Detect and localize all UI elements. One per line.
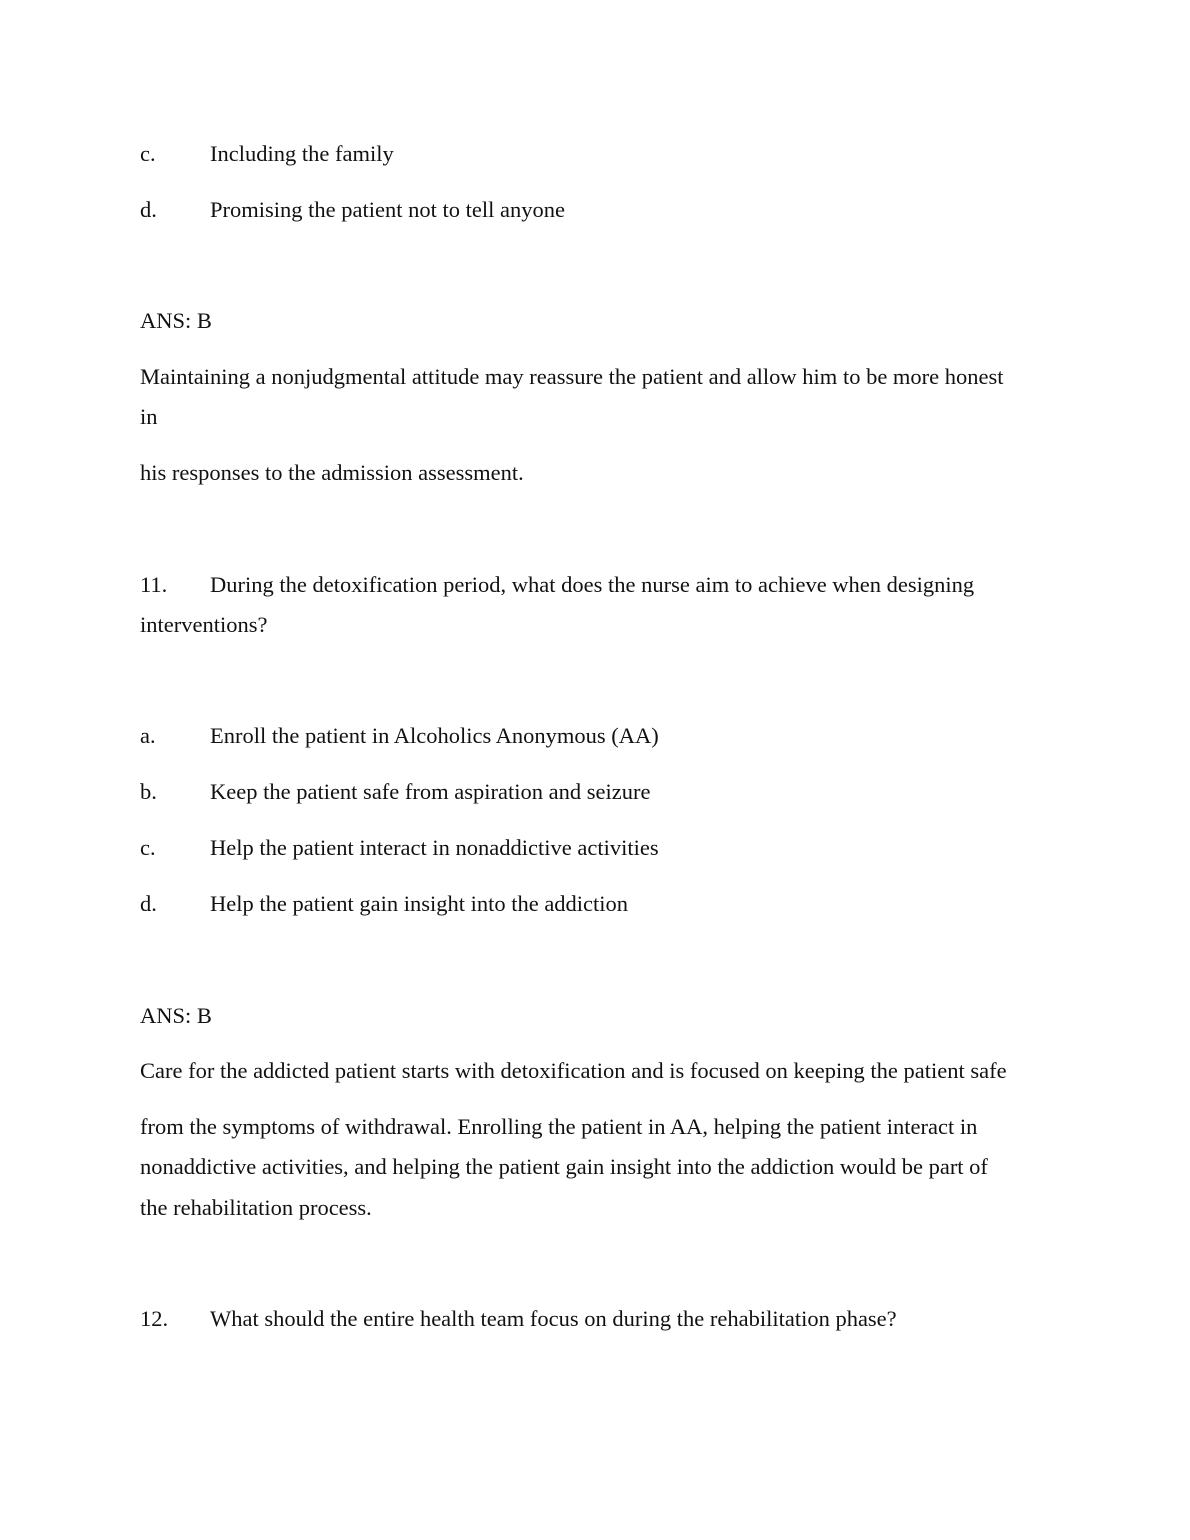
- question-stem-continued: interventions?: [140, 612, 268, 637]
- option-text: Keep the patient safe from aspiration and seizure: [210, 779, 651, 804]
- rationale-line: Care for the addicted patient starts with detoxification and is focused on keeping the patient safe: [140, 1058, 1007, 1083]
- option-letter: d.: [140, 197, 157, 222]
- option-letter: a.: [140, 723, 156, 748]
- option-letter: c.: [140, 835, 156, 860]
- option-letter: b.: [140, 779, 157, 804]
- option-text: Enroll the patient in Alcoholics Anonymous (AA): [210, 723, 659, 748]
- question-stem: During the detoxification period, what does the nurse aim to achieve when designing: [210, 572, 975, 597]
- option-text: Promising the patient not to tell anyone: [210, 197, 565, 222]
- rationale-line: the rehabilitation process.: [140, 1195, 372, 1220]
- option-text: Help the patient gain insight into the addiction: [210, 891, 629, 916]
- option-text: Help the patient interact in nonaddictive activities: [210, 835, 659, 860]
- option-text: Including the family: [210, 141, 394, 166]
- rationale-line: his responses to the admission assessment.: [140, 460, 524, 485]
- question-number: 11.: [140, 572, 168, 597]
- question-number: 12.: [140, 1306, 169, 1331]
- rationale-line: in: [140, 404, 158, 429]
- option-letter: d.: [140, 891, 157, 916]
- rationale-line: from the symptoms of withdrawal. Enrolling the patient in AA, helping the patient interact in: [140, 1114, 978, 1139]
- rationale-line: Maintaining a nonjudgmental attitude may reassure the patient and allow him to be more honest: [140, 364, 1004, 389]
- option-letter: c.: [140, 141, 156, 166]
- rationale-line: nonaddictive activities, and helping the patient gain insight into the addiction would be part of: [140, 1154, 988, 1179]
- answer-key: ANS: B: [140, 1003, 212, 1028]
- answer-key: ANS: B: [140, 308, 212, 333]
- question-stem: What should the entire health team focus on during the rehabilitation phase?: [210, 1306, 897, 1331]
